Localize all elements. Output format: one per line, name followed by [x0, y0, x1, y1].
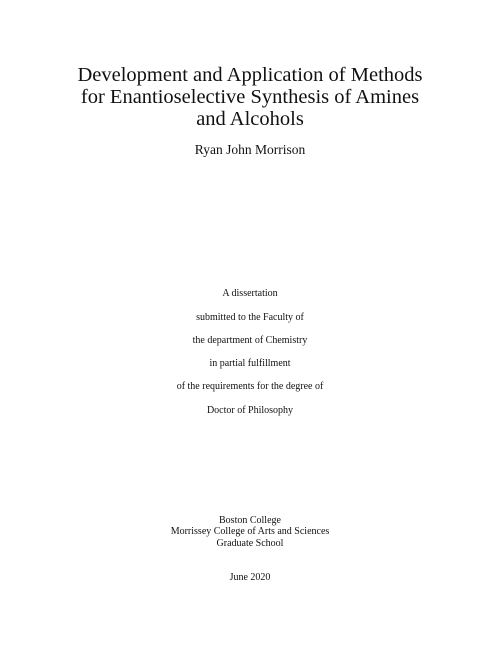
dissertation-statement-line: of the requirements for the degree of: [176, 381, 324, 392]
dissertation-statement-line: the department of Chemistry: [192, 335, 308, 346]
dissertation-statement-line: in partial fulfillment: [209, 358, 291, 369]
title-line: and Alcohols: [196, 108, 304, 130]
dissertation-statement-line: A dissertation: [222, 288, 278, 299]
dissertation-statement-line: submitted to the Faculty of: [196, 312, 304, 323]
author-name: Ryan John Morrison: [194, 142, 306, 157]
title-line: for Enantioselective Synthesis of Amines: [80, 86, 420, 108]
college-name: Morrissey College of Arts and Sciences: [170, 526, 330, 537]
university-name: Boston College: [219, 515, 281, 526]
degree-name: Doctor of Philosophy: [206, 405, 294, 416]
school-name: Graduate School: [216, 538, 284, 549]
submission-date: June 2020: [229, 572, 271, 583]
title-line: Development and Application of Methods: [77, 64, 423, 86]
